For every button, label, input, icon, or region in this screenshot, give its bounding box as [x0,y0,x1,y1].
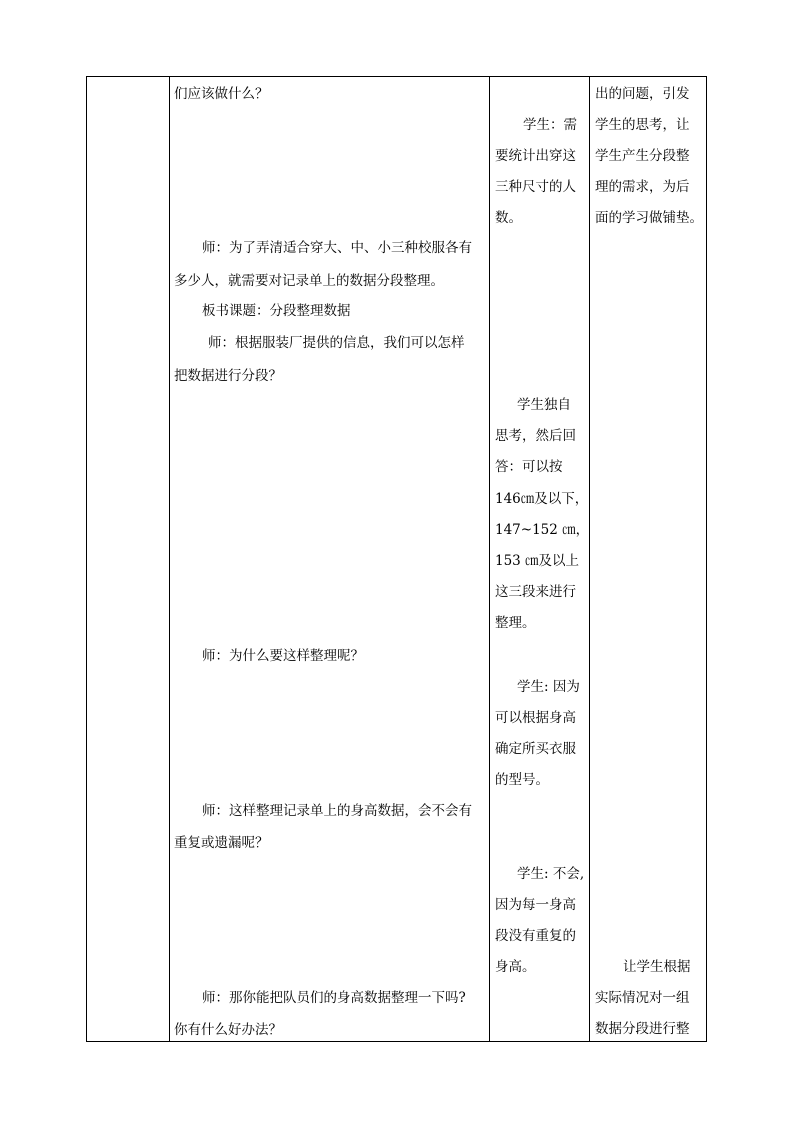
student-text-line: 的型号。 [495,772,549,788]
student-text-line: 思考，然后回 [495,428,576,444]
student-text-line: 147~152 ㎝， [495,522,590,538]
intent-text-line: 理的需求，为后 [595,179,690,195]
student-text-line: 146㎝及以下， [495,491,589,507]
student-text-line: 学生: 因为 [517,679,580,695]
intent-text-line: 数据分段进行整 [595,1021,690,1037]
student-text-line: 答：可以按 [495,459,563,475]
intent-text-line: 出的问题，引发 [595,86,690,102]
teacher-activity-column [174,77,486,1041]
teacher-text-line: 师：根据服装厂提供的信息，我们可以怎样 [208,335,465,351]
teacher-text-line: 多少人，就需要对记录单上的数据分段整理。 [174,273,444,289]
student-text-line: 身高。 [495,959,536,975]
student-text-line: 段没有重复的 [495,928,576,944]
column-divider [589,77,590,1041]
teacher-text-line: 们应该做什么？ [174,86,269,102]
intent-text-line: 学生的思考，让 [595,117,690,133]
student-text-line: 要统计出穿这 [495,148,576,164]
lesson-table [86,76,707,1042]
intent-text-line: 实际情况对一组 [595,990,690,1006]
student-text-line: 数。 [495,210,522,226]
student-text-line: 学生：需 [523,117,577,133]
intent-text-line: 让学生根据 [623,959,691,975]
teacher-text-line: 师：那你能把队员们的身高数据整理一下吗? [202,990,466,1006]
intent-text-line: 学生产生分段整 [595,148,690,164]
teacher-text-line: 重复或遗漏呢？ [174,835,269,851]
intent-text-line: 面的学习做铺垫。 [595,210,703,226]
teacher-text-line: 师：这样整理记录单上的身高数据，会不会有 [202,803,472,819]
student-text-line: 153 ㎝及以上 [495,553,580,569]
student-text-line: 因为每一身高 [495,897,576,913]
teacher-text-line: 师：为什么要这样整理呢？ [202,648,364,664]
column-divider [489,77,490,1041]
design-intent-column [595,77,705,1041]
teacher-text-line: 板书课题：分段整理数据 [202,303,351,319]
teacher-text-line: 把数据进行分段？ [174,368,282,384]
student-text-line: 三种尺寸的人 [495,179,576,195]
teacher-text-line: 你有什么好办法？ [174,1022,282,1038]
teacher-text-line: 师：为了弄清适合穿大、中、小三种校服各有 [202,240,472,256]
student-text-line: 可以根据身高 [495,710,576,726]
student-activity-column [495,77,590,1041]
student-text-line: 学生独自 [517,397,571,413]
student-text-line: 这三段来进行 [495,584,576,600]
column-divider [169,77,170,1041]
student-text-line: 确定所买衣服 [495,741,576,757]
student-text-line: 整理。 [495,615,536,631]
student-text-line: 学生: 不会, [517,866,585,882]
